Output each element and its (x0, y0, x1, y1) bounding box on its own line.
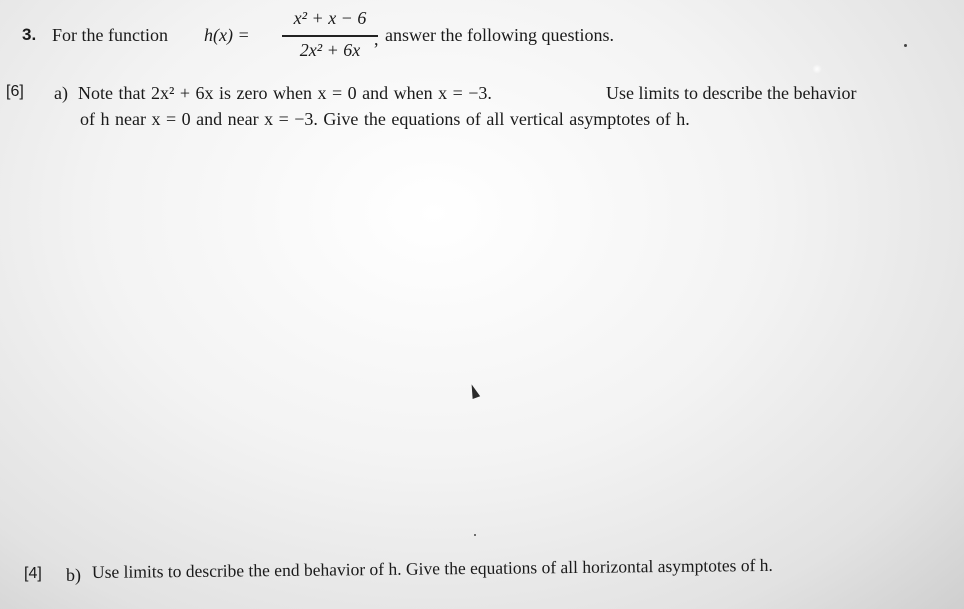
part-b-points: [4] (24, 565, 42, 582)
mouse-pointer-icon (468, 383, 480, 399)
part-a-line1-second: Use limits to describe the behavior (606, 83, 857, 103)
stray-dot (474, 534, 476, 536)
part-a-points: [6] (6, 83, 24, 100)
question-trailing-text: answer the following questions. (385, 25, 614, 45)
question-number: 3. (22, 25, 37, 44)
fraction-comma: , (374, 29, 379, 49)
glare-spot (812, 64, 822, 74)
part-a-label: a) (54, 83, 68, 103)
question-lead-text: For the function (52, 25, 168, 45)
part-b-label: b) (66, 565, 81, 585)
part-b-text: Use limits to describe the end behavior of h. Give the equations of all horizontal asymptotes of h. (91, 554, 773, 582)
part-a-line1-first: Note that 2x² + 6x is zero when x = 0 and when x = −3. (78, 83, 492, 103)
function-name: h(x) = (204, 25, 250, 45)
stray-dot (904, 44, 907, 47)
part-a-line2: of h near x = 0 and near x = −3. Give the equations of all vertical asymptotes of h. (80, 109, 690, 129)
fraction-bar (282, 35, 378, 37)
fraction-denominator: 2x² + 6x (299, 40, 361, 60)
fraction-numerator: x² + x − 6 (293, 8, 367, 28)
function-fraction (282, 8, 378, 64)
